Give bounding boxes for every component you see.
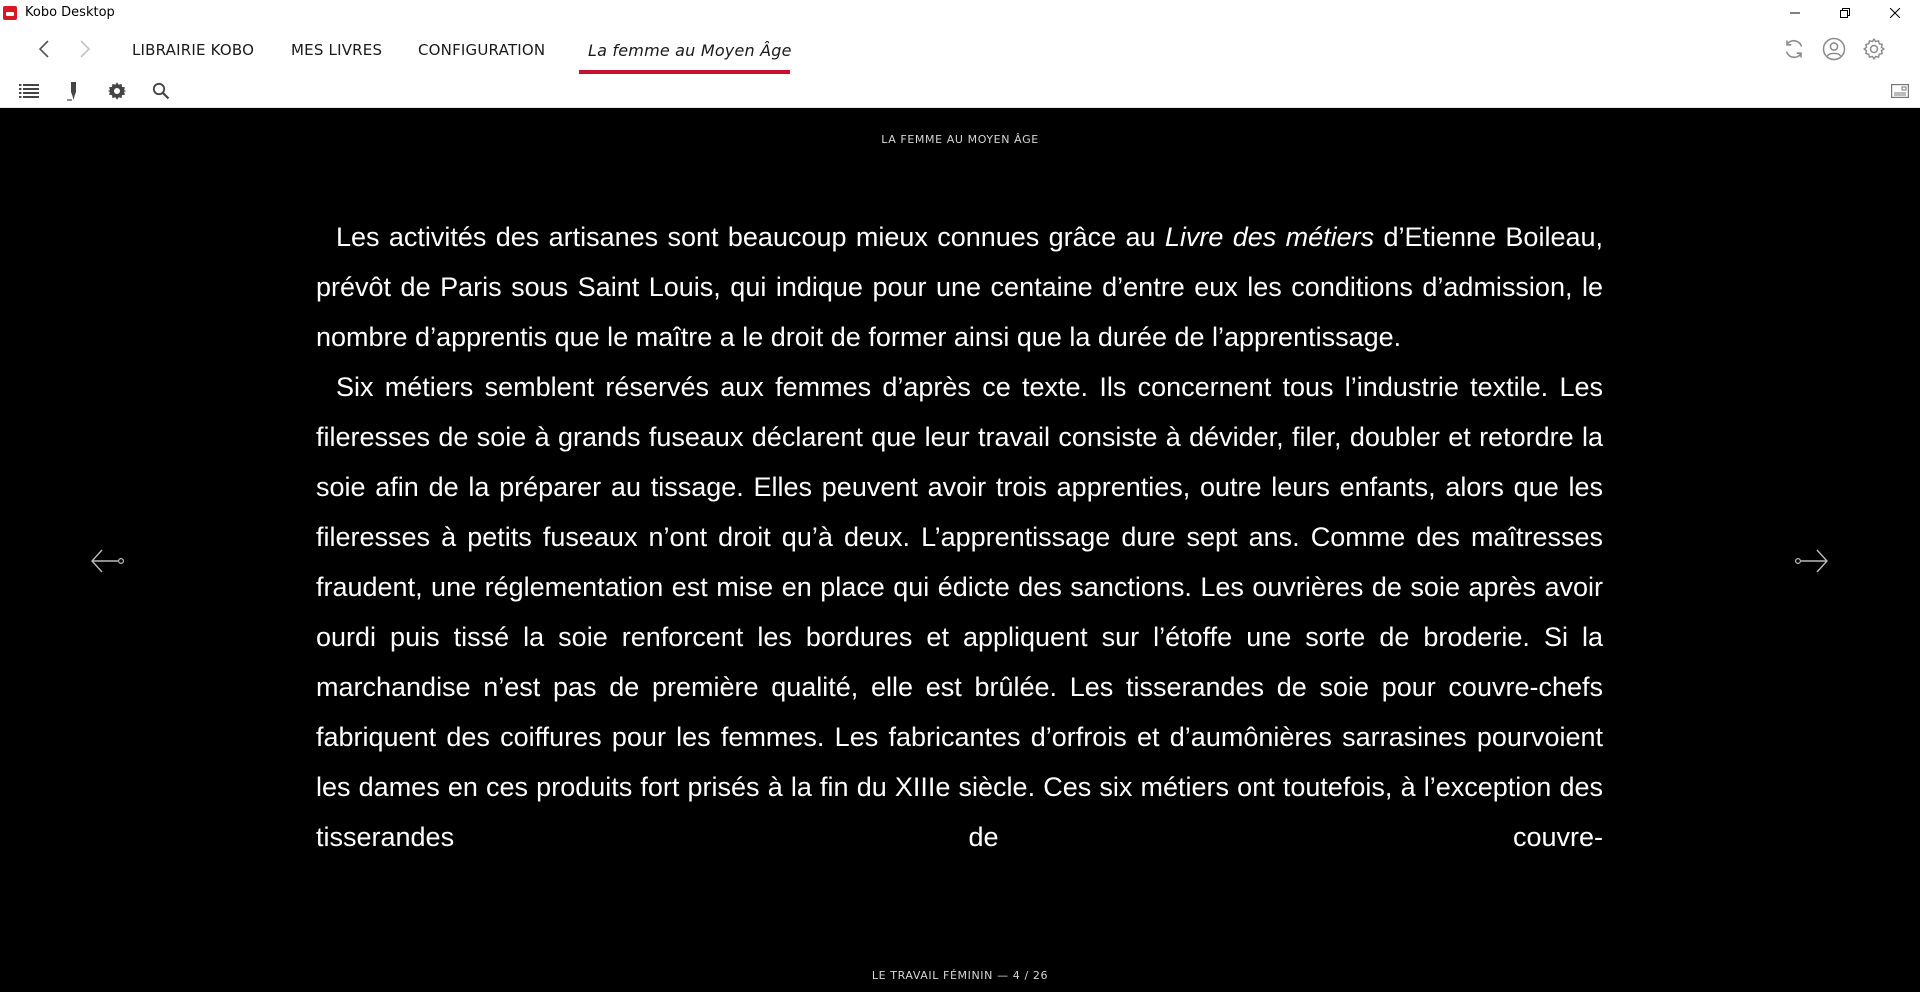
paragraph	[316, 362, 1603, 862]
reading-settings-button[interactable]	[105, 80, 129, 102]
paragraph-text: Six métiers semblent réservés aux femmes d’après ce texte. Ils concernent tous l’industrie textile. Les fileresses de soie à grands fuseaux déclarent que leur travail consiste à dévider, filer, doubler et retordre la soie afin de la préparer au tissage. Elles peuvent avoir trois apprenties, outre leurs enfants, alors que les fileresses à petits fuseaux n’ont droit qu’à deux. L’apprentissage dure sept ans. Comme des maîtresses fraudent, une réglementation est mise en place qui édicte des sanctions. Les ouvrières de soie après avoir ourdi puis tissé la soie renforcent les bordures et appliquent sur l’étoffe une sorte de broderie. Si la marchandise n’est pas de première qualité, elle est brûlée. Les tisserandes de soie pour couvre-chefs fabriquent des coiffures pour les femmes. Les fabricantes d’orfrois et d’aumônières sarrasines pourvoient les dames en ces produits fort prisés à la fin du XIIIe siècle. Ces six métiers ont toutefois, à l’exception des tisserandes de couvre-	[316, 372, 1603, 852]
window-controls	[1770, 0, 1920, 25]
title-bar	[0, 0, 1920, 25]
account-button[interactable]	[1819, 34, 1849, 64]
next-page-button[interactable]	[1791, 546, 1831, 576]
forward-button[interactable]	[73, 37, 97, 61]
account-icon	[1822, 37, 1846, 61]
tab-configuration[interactable]: CONFIGURATION	[418, 41, 546, 59]
reading-pane[interactable]	[0, 108, 1920, 992]
layout-icon	[1891, 84, 1909, 98]
chevron-left-icon	[38, 40, 50, 58]
paragraph-text: d’Etienne Boileau, prévôt de Paris sous Saint Louis, qui indique pour une centaine d’entre eux les conditions d’admission, le nombre d’apprentis que le maître a le droit de former ainsi que la durée de l’apprentissage.	[316, 222, 1603, 352]
book-page-text[interactable]	[316, 212, 1603, 862]
search-icon	[152, 82, 170, 100]
close-button[interactable]	[1870, 0, 1920, 25]
footer-separator: —	[997, 969, 1009, 982]
chapter-title: LE TRAVAIL FÉMININ	[871, 969, 993, 982]
search-button[interactable]	[149, 80, 173, 102]
highlighter-icon	[66, 81, 80, 101]
gear-icon	[1862, 37, 1886, 61]
restore-icon	[1840, 8, 1850, 18]
gear-icon	[107, 81, 127, 101]
paragraph	[316, 212, 1603, 362]
previous-page-button[interactable]	[88, 546, 128, 576]
table-of-contents-button[interactable]	[17, 80, 41, 102]
settings-button[interactable]	[1859, 34, 1889, 64]
minimize-icon	[1790, 8, 1800, 18]
tab-current-book[interactable]: La femme au Moyen Âge	[588, 41, 792, 60]
running-header: LA FEMME AU MOYEN ÂGE	[881, 133, 1039, 146]
window-title: Kobo Desktop	[25, 5, 115, 20]
page-layout-button[interactable]	[1888, 80, 1912, 102]
sync-icon	[1782, 37, 1806, 61]
reader-toolbar	[0, 74, 1920, 108]
restore-button[interactable]	[1820, 0, 1870, 25]
annotations-button[interactable]	[61, 80, 85, 102]
minimize-button[interactable]	[1770, 0, 1820, 25]
paragraph-text: Les activités des artisanes sont beaucoup mieux connues grâce au	[336, 222, 1165, 252]
list-icon	[19, 83, 39, 99]
page-indicator: 4 / 26	[1012, 969, 1049, 982]
sync-button[interactable]	[1779, 34, 1809, 64]
kobo-logo-icon	[3, 6, 17, 20]
back-button[interactable]	[32, 37, 56, 61]
tab-my-books[interactable]: MES LIVRES	[291, 41, 383, 59]
main-nav	[0, 25, 1920, 74]
close-icon	[1890, 8, 1900, 18]
book-title-reference: Livre des métiers	[1164, 222, 1375, 252]
chevron-right-icon	[79, 40, 91, 58]
page-footer	[0, 969, 1920, 982]
arrow-left-icon	[90, 546, 126, 576]
arrow-right-icon	[1793, 546, 1829, 576]
tab-kobo-store[interactable]: LIBRAIRIE KOBO	[132, 41, 255, 59]
